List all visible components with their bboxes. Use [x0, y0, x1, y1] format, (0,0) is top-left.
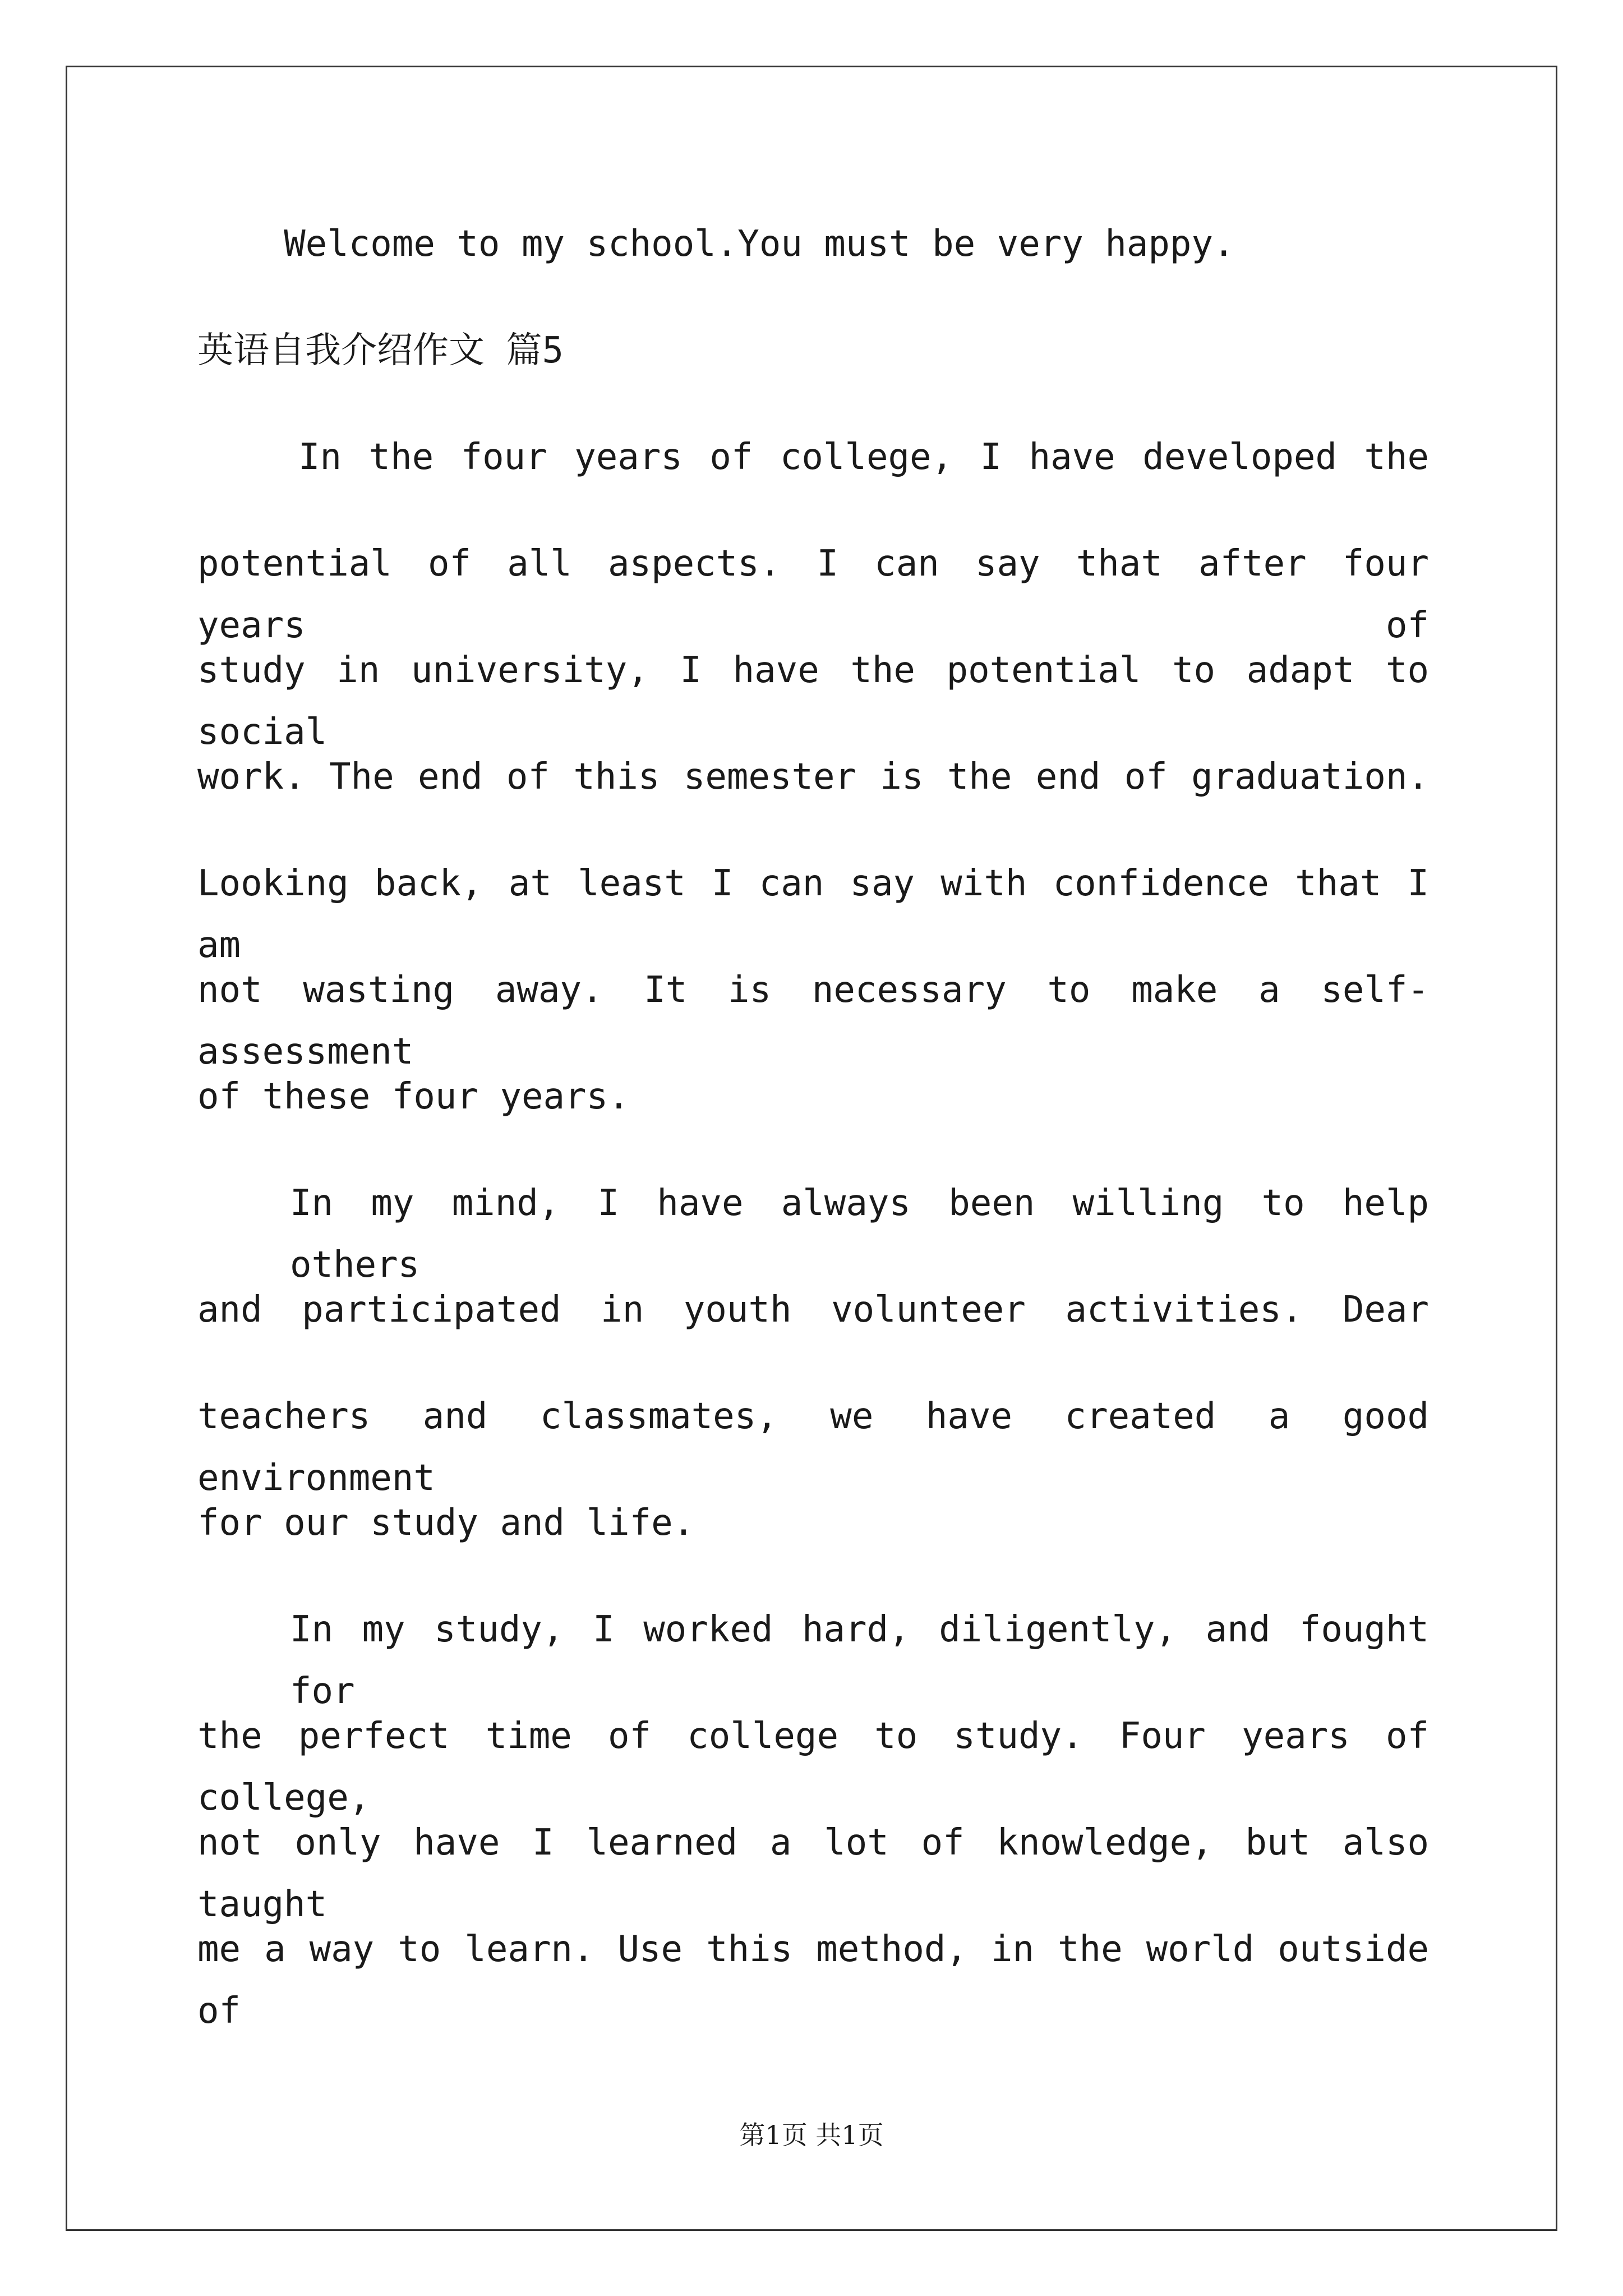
paragraph-line: and participated in youth volunteer activities. Dear [197, 1289, 1429, 1331]
paragraph-line: for our study and life. [197, 1502, 695, 1544]
paragraph-line: not wasting away. It is necessary to make a self-assessment [197, 969, 1429, 1073]
paragraph-line: work. The end of this semester is the end of graduation. [197, 756, 1429, 798]
paragraph-line: Looking back, at least I can say with confidence that I am [197, 863, 1429, 966]
paragraph-line: teachers and classmates, we have created a good environment [197, 1396, 1429, 1499]
page-footer: 第1页 共1页 [739, 2120, 884, 2150]
paragraph-line: In my study, I worked hard, diligently, and fought for [290, 1609, 1429, 1712]
paragraph-line: In the four years of college, I have developed the [298, 436, 1429, 478]
paragraph-line: In my mind, I have always been willing to help others [290, 1182, 1429, 1286]
paragraph-line: me a way to learn. Use this method, in the world outside of [197, 1929, 1429, 2032]
paragraph-line: the perfect time of college to study. Four years of college, [197, 1715, 1429, 1819]
paragraph-line: study in university, I have the potential to adapt to social [197, 650, 1429, 753]
text-line-welcome: Welcome to my school.You must be very happy. [197, 223, 1235, 265]
section-heading: 英语自我介绍作文 篇5 [197, 330, 564, 371]
paragraph-line: not only have I learned a lot of knowledge, but also taught [197, 1822, 1429, 1925]
paragraph-line: of these four years. [197, 1076, 630, 1117]
paragraph-line: potential of all aspects. I can say that after four years of [197, 543, 1429, 646]
